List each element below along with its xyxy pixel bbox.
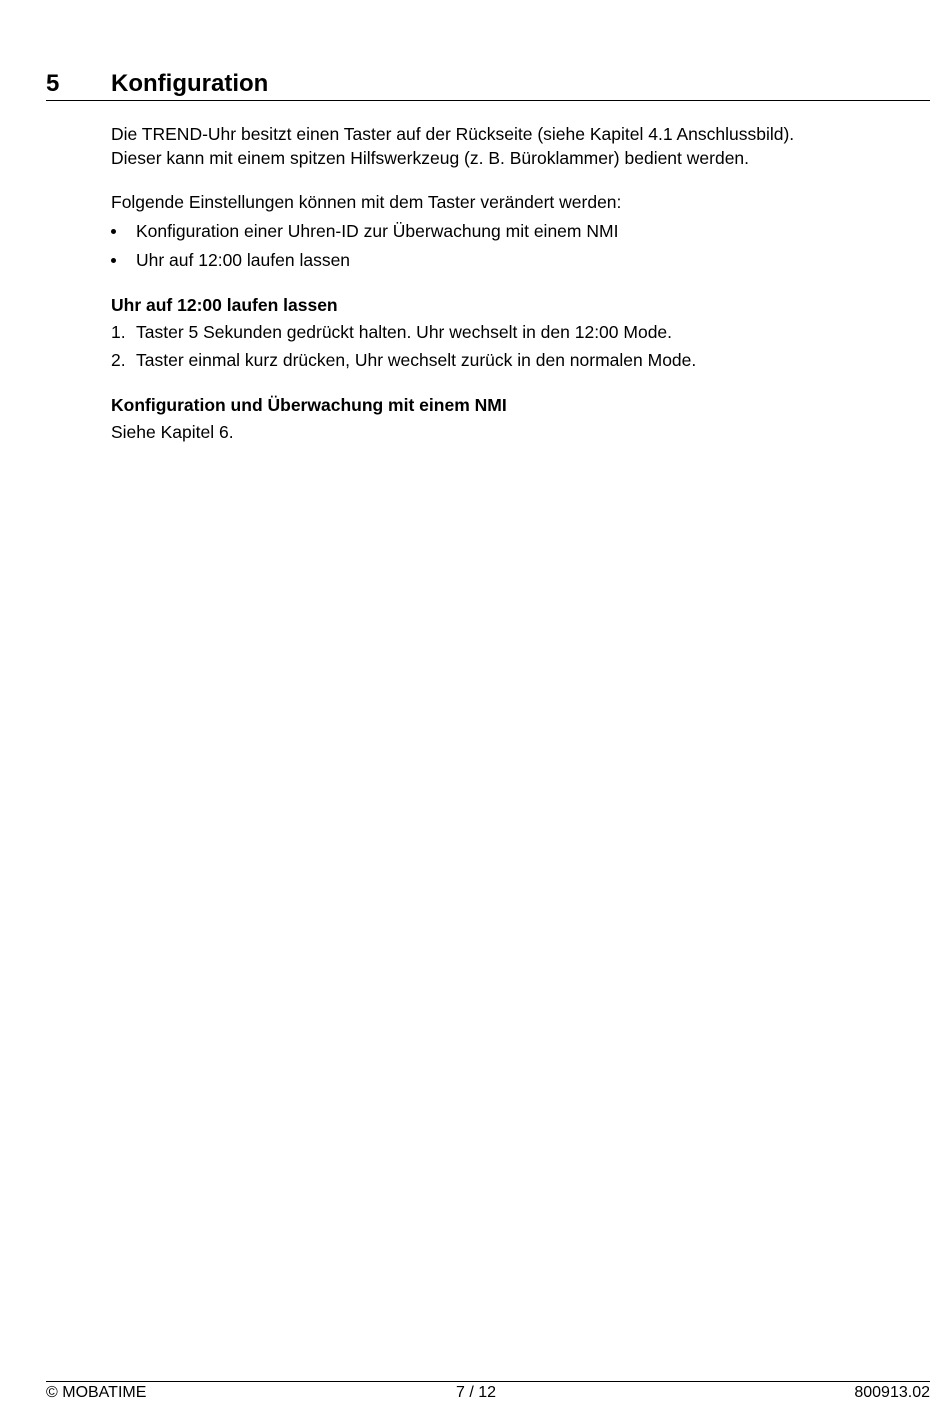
list-item (111, 320, 911, 344)
step-number: 2. (111, 350, 126, 370)
bullet-icon (111, 229, 116, 234)
section-nmi-text: Siehe Kapitel 6. (111, 422, 234, 442)
intro-line-2: Dieser kann mit einem spitzen Hilfswerkzeug (z. B. Büroklammer) bedient werden. (111, 148, 750, 168)
bullet-icon (111, 258, 116, 263)
list-item (111, 219, 911, 243)
list-item (111, 348, 911, 372)
step-number: 1. (111, 322, 126, 342)
section-heading-run: Uhr auf 12:00 laufen lassen (111, 295, 338, 315)
step-text: Taster 5 Sekunden gedrückt halten. Uhr wechselt in den 12:00 Mode. (136, 322, 673, 342)
footer-copyright: © MOBATIME (46, 1384, 147, 1401)
intro-paragraph (111, 122, 911, 170)
list-item-text: Konfiguration einer Uhren-ID zur Überwachung mit einem NMI (136, 221, 619, 241)
list-item-text: Uhr auf 12:00 laufen lassen (136, 250, 351, 270)
intro-line-1: Die TREND-Uhr besitzt einen Taster auf der Rückseite (siehe Kapitel 4.1 Anschlussbild). (111, 124, 795, 144)
list-item (111, 248, 911, 272)
steps-list (111, 320, 911, 372)
chapter-heading (46, 68, 930, 101)
settings-list (111, 219, 911, 272)
chapter-number: 5 (46, 70, 60, 97)
chapter-body (111, 122, 911, 444)
footer-document-id: 800913.02 (854, 1384, 930, 1401)
page-footer (46, 1381, 930, 1401)
footer-page-number: 7 / 12 (455, 1384, 497, 1401)
step-text: Taster einmal kurz drücken, Uhr wechselt zurück in den normalen Mode. (136, 350, 697, 370)
settings-lead: Folgende Einstellungen können mit dem Taster verändert werden: (111, 192, 622, 212)
chapter-title: Konfiguration (111, 70, 269, 97)
section-heading-nmi: Konfiguration und Überwachung mit einem NMI (111, 395, 507, 415)
